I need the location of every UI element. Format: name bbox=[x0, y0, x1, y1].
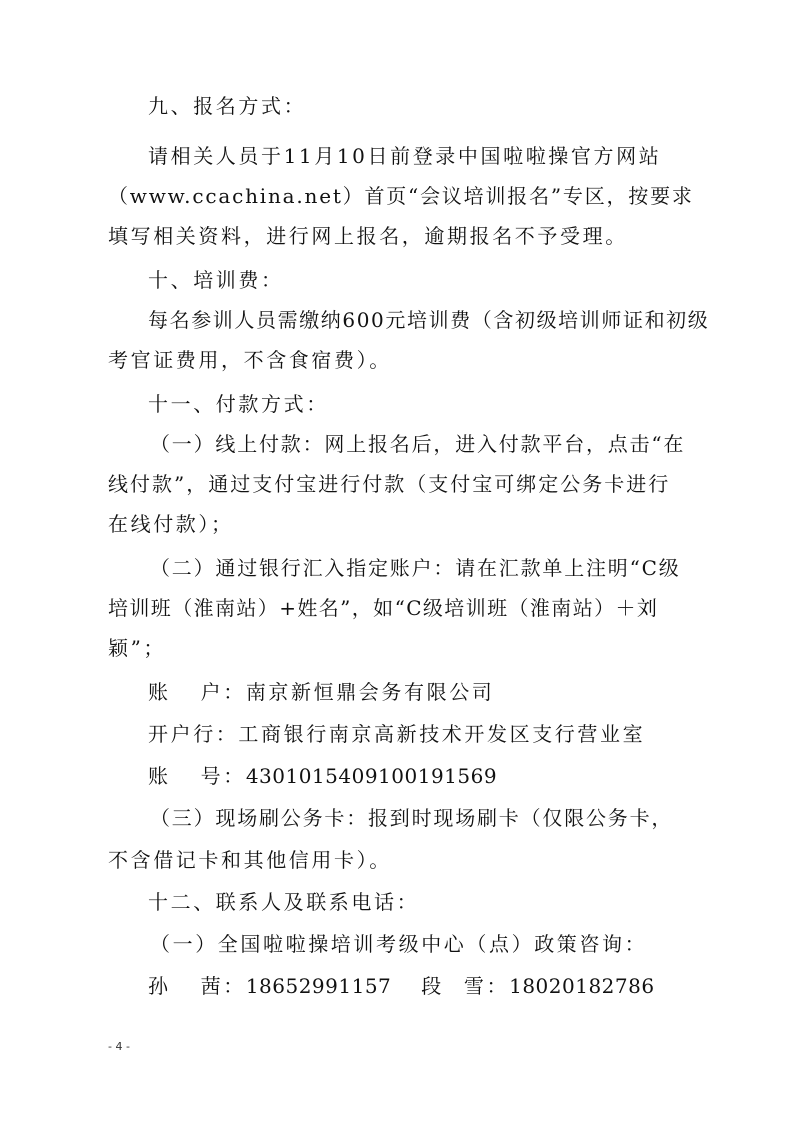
paragraph-line: 在线付款）； bbox=[108, 512, 234, 536]
account-number-line bbox=[148, 762, 497, 790]
contact-1-name-b: 茜： bbox=[200, 974, 246, 998]
paragraph-line-url: （www.ccachina.net）首页“会议培训报名”专区，按要求 bbox=[108, 184, 694, 208]
paragraph-line: （三）现场刷公务卡：报到时现场刷卡（仅限公务卡， bbox=[150, 806, 674, 830]
paragraph-line: 填写相关资料，进行网上报名，逾期报名不予受理。 bbox=[108, 224, 628, 248]
bank-value: 工商银行南京高新技术开发区支行营业室 bbox=[238, 722, 646, 746]
account-name-value: 南京新恒鼎会务有限公司 bbox=[245, 680, 495, 704]
account-number-value: 4301015409100191569 bbox=[245, 764, 498, 788]
section-heading-payment: 十一、付款方式： bbox=[148, 392, 329, 416]
section-heading-fee: 十、培训费： bbox=[148, 268, 284, 292]
account-name-line bbox=[148, 678, 494, 706]
account-number-label-a: 账 bbox=[148, 764, 171, 788]
section-heading-registration: 九、报名方式： bbox=[148, 94, 307, 118]
account-name-label-b: 户： bbox=[200, 680, 246, 704]
contact-1-name-a: 孙 bbox=[148, 974, 171, 998]
contacts-line bbox=[148, 972, 655, 1000]
paragraph-line: （一）线上付款：网上报名后，进入付款平台，点击“在 bbox=[150, 432, 686, 456]
paragraph-line: （一）全国啦啦操培训考级中心（点）政策咨询： bbox=[150, 932, 648, 956]
account-number-label-b: 号： bbox=[200, 764, 246, 788]
account-name-label-a: 账 bbox=[148, 680, 171, 704]
section-heading-contacts: 十二、联系人及联系电话： bbox=[148, 890, 420, 914]
paragraph-line: 颖”； bbox=[108, 636, 167, 660]
bank-line bbox=[148, 720, 645, 748]
paragraph-line: （二）通过银行汇入指定账户：请在汇款单上注明“C级 bbox=[150, 556, 681, 580]
contact-2-phone: 18020182786 bbox=[509, 974, 655, 998]
contact-2-name-a: 段 bbox=[421, 974, 444, 998]
paragraph-line: 培训班（淮南站）+姓名”，如“C级培训班（淮南站）＋刘 bbox=[108, 596, 659, 620]
bank-label: 开户行： bbox=[148, 722, 239, 746]
paragraph-line: 线付款”，通过支付宝进行付款（支付宝可绑定公务卡进行 bbox=[108, 472, 671, 496]
contact-2-name-b: 雪： bbox=[463, 974, 510, 998]
paragraph-line: 不含借记卡和其他信用卡）。 bbox=[108, 848, 392, 872]
paragraph-line: 每名参训人员需缴纳600元培训费（含初级培训师证和初级 bbox=[148, 308, 710, 332]
contact-1-phone: 18652991157 bbox=[245, 974, 392, 998]
page-number: - 4 - bbox=[108, 1040, 130, 1053]
paragraph-line: 考官证费用，不含食宿费）。 bbox=[108, 348, 392, 372]
paragraph-line: 请相关人员于11月10日前登录中国啦啦操官方网站 bbox=[148, 144, 662, 168]
